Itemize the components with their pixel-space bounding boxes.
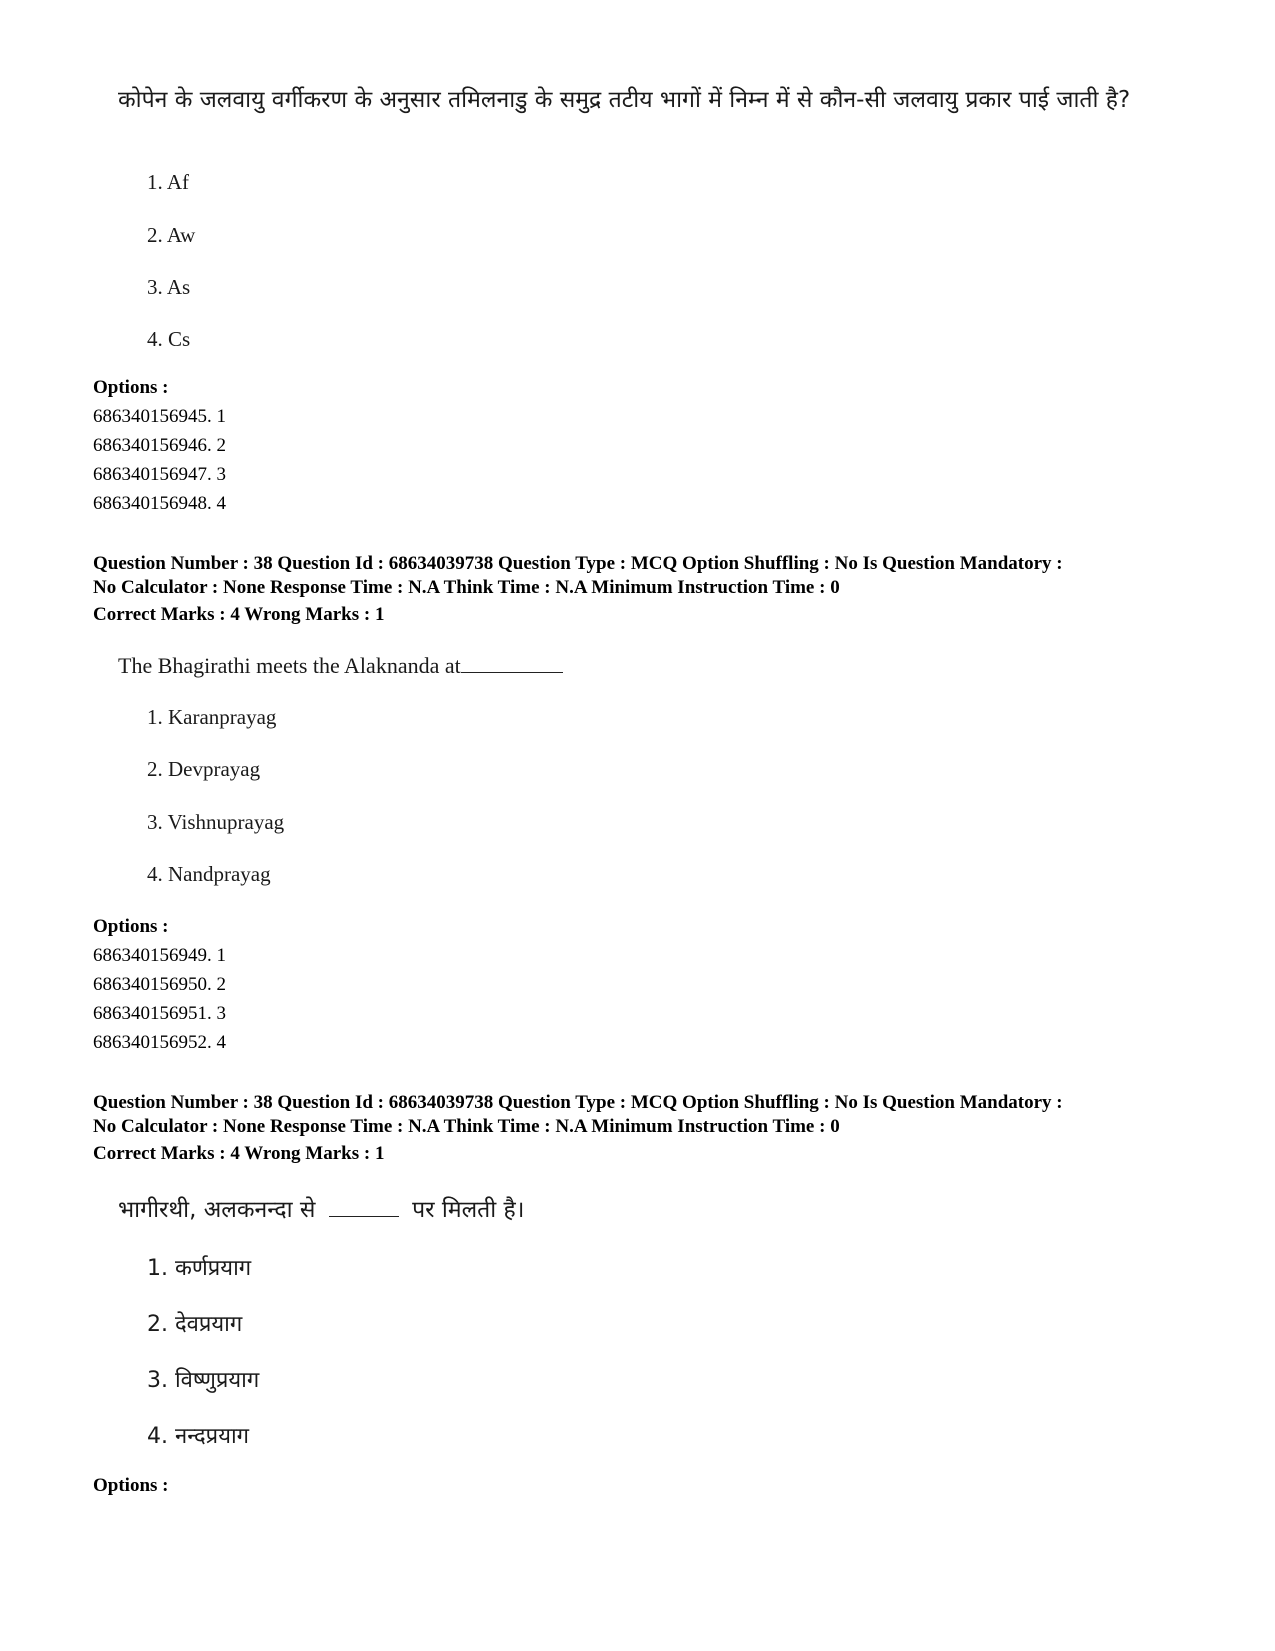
answer-blank — [461, 650, 563, 673]
option-id: 686340156948. 4 — [93, 493, 226, 514]
question-3-marks: Correct Marks : 4 Wrong Marks : 1 — [93, 1143, 385, 1164]
question-3-text-suffix: पर मिलती है। — [412, 1197, 525, 1223]
question-3-text-prefix: भागीरथी, अलकनन्दा से — [118, 1197, 316, 1223]
option-id: 686340156949. 1 — [93, 945, 226, 966]
question-2-marks: Correct Marks : 4 Wrong Marks : 1 — [93, 604, 385, 625]
question-3-meta — [93, 1091, 1203, 1139]
question-3-meta-line-2: No Calculator : None Response Time : N.A Think Time : N.A Minimum Instruction Time : 0 — [93, 1116, 840, 1137]
question-1-choice-4: 4. Cs — [147, 327, 191, 351]
question-1-option-ids — [93, 402, 226, 518]
question-3-meta-line-1: Question Number : 38 Question Id : 68634039738 Question Type : MCQ Option Shuffling : No Is Question Mandatory : — [93, 1092, 1063, 1113]
question-1-choice-3: 3. As — [147, 275, 191, 299]
question-2-choice-1: 1. Karanprayag — [147, 705, 277, 729]
question-2-meta-line-2: No Calculator : None Response Time : N.A Think Time : N.A Minimum Instruction Time : 0 — [93, 577, 840, 598]
question-3-choice-4: 4. नन्दप्रयाग — [147, 1424, 250, 1449]
question-1-options-label: Options : — [93, 377, 169, 398]
answer-blank — [329, 1194, 399, 1217]
option-id: 686340156950. 2 — [93, 974, 226, 995]
question-2-options-label: Options : — [93, 916, 169, 937]
question-2-choice-3: 3. Vishnuprayag — [147, 810, 285, 834]
question-2-option-ids — [93, 941, 226, 1057]
option-id: 686340156946. 2 — [93, 435, 226, 456]
question-2-text-prefix: The Bhagirathi meets the Alaknanda at — [118, 653, 461, 678]
question-2-choice-4: 4. Nandprayag — [147, 862, 271, 886]
option-id: 686340156945. 1 — [93, 406, 226, 427]
option-id: 686340156952. 4 — [93, 1032, 226, 1053]
question-3-choice-3: 3. विष्णुप्रयाग — [147, 1368, 260, 1393]
question-2-text — [118, 650, 563, 682]
question-1-text: कोपेन के जलवायु वर्गीकरण के अनुसार तमिलनाडु के समुद्र तटीय भागों में निम्न में से कौन-सी जलवायु प्रकार पाई जाती है? — [118, 87, 1131, 113]
question-2-meta-line-1: Question Number : 38 Question Id : 68634039738 Question Type : MCQ Option Shuffling : No Is Question Mandatory : — [93, 553, 1063, 574]
option-id: 686340156947. 3 — [93, 464, 226, 485]
question-1-choice-1: 1. Af — [147, 170, 189, 194]
question-2-meta — [93, 552, 1203, 600]
question-2-choice-2: 2. Devprayag — [147, 757, 261, 781]
option-id: 686340156951. 3 — [93, 1003, 226, 1024]
question-3-text — [118, 1194, 1178, 1226]
question-3-choice-2: 2. देवप्रयाग — [147, 1312, 243, 1337]
question-1-choice-2: 2. Aw — [147, 223, 196, 247]
question-3-options-label: Options : — [93, 1475, 169, 1496]
question-3-choice-1: 1. कर्णप्रयाग — [147, 1256, 252, 1281]
